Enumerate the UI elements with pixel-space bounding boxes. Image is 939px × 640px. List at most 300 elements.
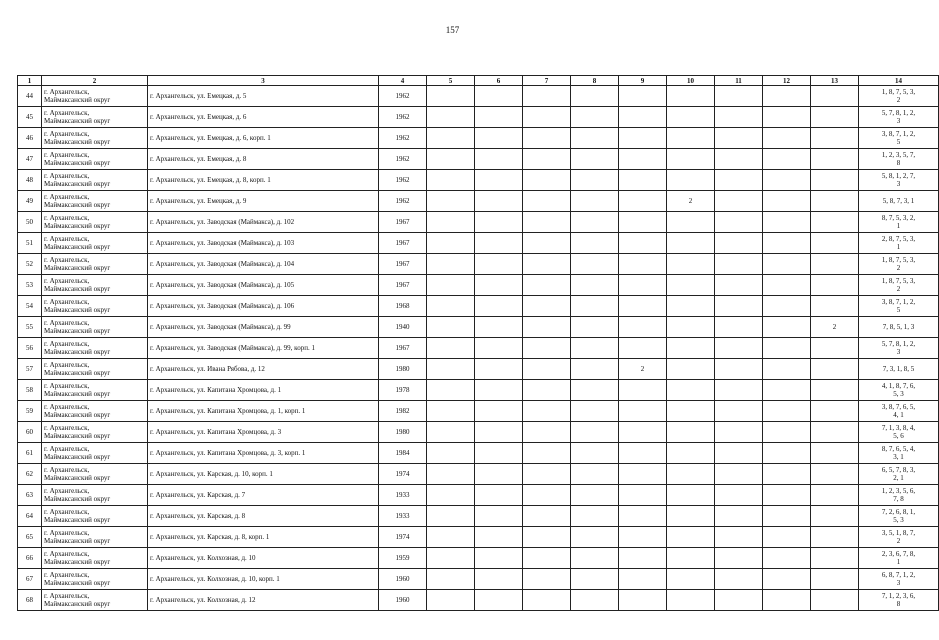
col-11-cell bbox=[715, 527, 763, 548]
year-cell: 1980 bbox=[379, 359, 427, 380]
address-cell: г. Архангельск, ул. Карская, д. 8, корп. 1 bbox=[148, 527, 379, 548]
district-cell bbox=[42, 296, 148, 317]
table-row bbox=[18, 401, 939, 422]
year-cell: 1962 bbox=[379, 191, 427, 212]
col-14-cell bbox=[859, 464, 939, 485]
address-cell: г. Архангельск, ул. Емецкая, д. 6, корп. 1 bbox=[148, 128, 379, 149]
col-9-cell bbox=[619, 86, 667, 107]
year-cell: 1960 bbox=[379, 590, 427, 611]
col-11-cell bbox=[715, 233, 763, 254]
col-9-cell bbox=[619, 170, 667, 191]
row-number: 54 bbox=[18, 296, 42, 317]
page-number: 157 bbox=[445, 25, 460, 35]
col-5-cell bbox=[427, 527, 475, 548]
table-row bbox=[18, 275, 939, 296]
col-14-line: 3, 5, 1, 8, 7, bbox=[881, 529, 916, 537]
table-row bbox=[18, 464, 939, 485]
district-cell bbox=[42, 128, 148, 149]
col-14-line: 2, 3, 6, 7, 8, bbox=[881, 550, 916, 558]
col-5-cell bbox=[427, 212, 475, 233]
col-12-cell bbox=[763, 191, 811, 212]
district-line: Маймаксанский округ bbox=[44, 537, 111, 545]
district-line: г. Архангельск, bbox=[44, 298, 90, 306]
row-number: 53 bbox=[18, 275, 42, 296]
col-6-cell bbox=[475, 317, 523, 338]
col-14-line: 2 bbox=[896, 264, 901, 272]
col-10-cell bbox=[667, 254, 715, 275]
col-6-cell bbox=[475, 170, 523, 191]
col-12-cell bbox=[763, 107, 811, 128]
district-line: Маймаксанский округ bbox=[44, 222, 111, 230]
district-line: г. Архангельск, bbox=[44, 382, 90, 390]
table-row bbox=[18, 548, 939, 569]
col-6-cell bbox=[475, 401, 523, 422]
table-row bbox=[18, 422, 939, 443]
col-9-cell bbox=[619, 569, 667, 590]
district-cell bbox=[42, 380, 148, 401]
col-13-cell bbox=[811, 128, 859, 149]
col-7-cell bbox=[523, 338, 571, 359]
col-10-cell bbox=[667, 107, 715, 128]
col-8-cell bbox=[571, 233, 619, 254]
col-14-line: 2, 1 bbox=[893, 474, 904, 482]
col-5-cell bbox=[427, 338, 475, 359]
column-header-6: 6 bbox=[475, 76, 523, 86]
district-line: Маймаксанский округ bbox=[44, 453, 111, 461]
col-14-line: 2 bbox=[896, 285, 901, 293]
row-number: 56 bbox=[18, 338, 42, 359]
col-7-cell bbox=[523, 485, 571, 506]
col-11-cell bbox=[715, 506, 763, 527]
col-5-cell bbox=[427, 506, 475, 527]
col-11-cell bbox=[715, 275, 763, 296]
col-5-cell bbox=[427, 401, 475, 422]
district-cell bbox=[42, 191, 148, 212]
col-14-cell bbox=[859, 275, 939, 296]
col-9-cell bbox=[619, 149, 667, 170]
row-number: 49 bbox=[18, 191, 42, 212]
col-14-cell bbox=[859, 569, 939, 590]
col-5-cell bbox=[427, 86, 475, 107]
col-14-cell bbox=[859, 149, 939, 170]
district-cell bbox=[42, 275, 148, 296]
col-10-cell bbox=[667, 233, 715, 254]
col-10-cell bbox=[667, 338, 715, 359]
col-14-line: 6, 5, 7, 8, 3, bbox=[881, 466, 916, 474]
col-8-cell bbox=[571, 464, 619, 485]
table-row bbox=[18, 338, 939, 359]
district-line: г. Архангельск, bbox=[44, 235, 90, 243]
col-6-cell bbox=[475, 590, 523, 611]
year-cell: 1962 bbox=[379, 107, 427, 128]
col-6-cell bbox=[475, 485, 523, 506]
col-7-cell bbox=[523, 233, 571, 254]
col-14-cell bbox=[859, 401, 939, 422]
address-cell: г. Архангельск, ул. Емецкая, д. 8, корп. 1 bbox=[148, 170, 379, 191]
col-14-line: 3, 8, 7, 1, 2, bbox=[881, 130, 916, 138]
col-14-line: 7, 8, 5, 1, 3 bbox=[882, 323, 915, 331]
col-14-line: 4, 1 bbox=[893, 411, 904, 419]
col-8-cell bbox=[571, 401, 619, 422]
col-11-cell bbox=[715, 359, 763, 380]
col-7-cell bbox=[523, 569, 571, 590]
row-number: 65 bbox=[18, 527, 42, 548]
col-6-cell bbox=[475, 86, 523, 107]
col-13-cell bbox=[811, 149, 859, 170]
column-header-4: 4 bbox=[379, 76, 427, 86]
col-12-cell bbox=[763, 527, 811, 548]
table-row bbox=[18, 170, 939, 191]
district-cell bbox=[42, 527, 148, 548]
year-cell: 1967 bbox=[379, 338, 427, 359]
district-line: г. Архангельск, bbox=[44, 592, 90, 600]
col-8-cell bbox=[571, 317, 619, 338]
col-10-cell bbox=[667, 443, 715, 464]
col-9-cell bbox=[619, 506, 667, 527]
col-11-cell bbox=[715, 422, 763, 443]
table-row bbox=[18, 107, 939, 128]
col-6-cell bbox=[475, 128, 523, 149]
col-14-cell bbox=[859, 128, 939, 149]
district-line: г. Архангельск, bbox=[44, 361, 90, 369]
col-6-cell bbox=[475, 443, 523, 464]
col-9-cell bbox=[619, 317, 667, 338]
district-cell bbox=[42, 86, 148, 107]
table-row bbox=[18, 380, 939, 401]
col-14-cell bbox=[859, 233, 939, 254]
col-6-cell bbox=[475, 254, 523, 275]
address-cell: г. Архангельск, ул. Капитана Хромцова, д. 1 bbox=[148, 380, 379, 401]
col-8-cell bbox=[571, 296, 619, 317]
col-14-cell bbox=[859, 107, 939, 128]
col-14-line: 1, 8, 7, 5, 3, bbox=[881, 256, 916, 264]
col-9-cell bbox=[619, 590, 667, 611]
table-row bbox=[18, 359, 939, 380]
table-row bbox=[18, 569, 939, 590]
col-6-cell bbox=[475, 422, 523, 443]
col-14-cell bbox=[859, 296, 939, 317]
district-cell bbox=[42, 506, 148, 527]
district-cell bbox=[42, 548, 148, 569]
row-number: 64 bbox=[18, 506, 42, 527]
district-line: г. Архангельск, bbox=[44, 403, 90, 411]
col-8-cell bbox=[571, 485, 619, 506]
col-14-line: 8 bbox=[896, 600, 901, 608]
address-cell: г. Архангельск, ул. Заводская (Маймакса), д. 103 bbox=[148, 233, 379, 254]
col-7-cell bbox=[523, 107, 571, 128]
col-14-line: 1, 2, 3, 5, 7, bbox=[881, 151, 916, 159]
col-9-cell bbox=[619, 191, 667, 212]
col-14-line: 5, 7, 8, 1, 2, bbox=[881, 340, 916, 348]
column-header-12: 12 bbox=[763, 76, 811, 86]
col-14-cell bbox=[859, 254, 939, 275]
col-5-cell bbox=[427, 170, 475, 191]
address-cell: г. Архангельск, ул. Капитана Хромцова, д. 1, корп. 1 bbox=[148, 401, 379, 422]
col-11-cell bbox=[715, 149, 763, 170]
col-5-cell bbox=[427, 149, 475, 170]
table-row bbox=[18, 590, 939, 611]
col-11-cell bbox=[715, 170, 763, 191]
col-14-line: 5, 6 bbox=[893, 432, 904, 440]
row-number: 58 bbox=[18, 380, 42, 401]
district-cell bbox=[42, 233, 148, 254]
district-line: Маймаксанский округ bbox=[44, 516, 111, 524]
col-5-cell bbox=[427, 464, 475, 485]
district-cell bbox=[42, 569, 148, 590]
row-number: 63 bbox=[18, 485, 42, 506]
col-10-cell bbox=[667, 422, 715, 443]
col-8-cell bbox=[571, 107, 619, 128]
col-14-line: 1, 8, 7, 5, 3, bbox=[881, 277, 916, 285]
col-8-cell bbox=[571, 212, 619, 233]
col-10-cell bbox=[667, 464, 715, 485]
col-13-cell bbox=[811, 212, 859, 233]
col-14-line: 5, 3 bbox=[893, 390, 904, 398]
col-10-cell bbox=[667, 128, 715, 149]
col-14-cell bbox=[859, 86, 939, 107]
col-12-cell bbox=[763, 569, 811, 590]
col-11-cell bbox=[715, 254, 763, 275]
address-cell: г. Архангельск, ул. Емецкая, д. 6 bbox=[148, 107, 379, 128]
col-9-cell bbox=[619, 527, 667, 548]
district-line: Маймаксанский округ bbox=[44, 474, 111, 482]
district-line: г. Архангельск, bbox=[44, 130, 90, 138]
col-14-line: 2 bbox=[896, 537, 901, 545]
district-cell bbox=[42, 485, 148, 506]
row-number: 60 bbox=[18, 422, 42, 443]
col-7-cell bbox=[523, 443, 571, 464]
col-14-line: 3 bbox=[896, 180, 901, 188]
table-row bbox=[18, 254, 939, 275]
district-line: Маймаксанский округ bbox=[44, 348, 111, 356]
col-13-cell bbox=[811, 275, 859, 296]
district-cell bbox=[42, 170, 148, 191]
col-14-line: 7, 3, 1, 8, 5 bbox=[882, 365, 915, 373]
col-8-cell bbox=[571, 170, 619, 191]
col-8-cell bbox=[571, 275, 619, 296]
row-number: 55 bbox=[18, 317, 42, 338]
district-line: Маймаксанский округ bbox=[44, 306, 111, 314]
col-14-cell bbox=[859, 506, 939, 527]
col-14-cell bbox=[859, 548, 939, 569]
col-14-line: 5 bbox=[896, 138, 901, 146]
col-13-cell bbox=[811, 86, 859, 107]
col-8-cell bbox=[571, 380, 619, 401]
table-row bbox=[18, 86, 939, 107]
col-13-cell bbox=[811, 422, 859, 443]
col-7-cell bbox=[523, 128, 571, 149]
column-header-7: 7 bbox=[523, 76, 571, 86]
col-14-line: 1 bbox=[896, 222, 901, 230]
year-cell: 1940 bbox=[379, 317, 427, 338]
district-line: г. Архангельск, bbox=[44, 340, 90, 348]
row-number: 51 bbox=[18, 233, 42, 254]
col-10-cell bbox=[667, 296, 715, 317]
district-line: г. Архангельск, bbox=[44, 466, 90, 474]
district-line: г. Архангельск, bbox=[44, 424, 90, 432]
col-6-cell bbox=[475, 275, 523, 296]
col-13-cell bbox=[811, 569, 859, 590]
col-7-cell bbox=[523, 254, 571, 275]
col-14-line: 5 bbox=[896, 306, 901, 314]
year-cell: 1933 bbox=[379, 485, 427, 506]
col-14-line: 7, 8 bbox=[893, 495, 904, 503]
address-cell: г. Архангельск, ул. Капитана Хромцова, д. 3 bbox=[148, 422, 379, 443]
col-7-cell bbox=[523, 422, 571, 443]
address-cell: г. Архангельск, ул. Заводская (Маймакса), д. 104 bbox=[148, 254, 379, 275]
col-8-cell bbox=[571, 506, 619, 527]
col-11-cell bbox=[715, 443, 763, 464]
housing-register-table bbox=[17, 75, 939, 611]
col-14-line: 6, 8, 7, 1, 2, bbox=[881, 571, 916, 579]
col-8-cell bbox=[571, 443, 619, 464]
col-14-cell bbox=[859, 590, 939, 611]
col-13-cell bbox=[811, 296, 859, 317]
col-11-cell bbox=[715, 569, 763, 590]
col-6-cell bbox=[475, 191, 523, 212]
col-9-cell bbox=[619, 128, 667, 149]
col-5-cell bbox=[427, 254, 475, 275]
col-9-cell bbox=[619, 275, 667, 296]
row-number: 57 bbox=[18, 359, 42, 380]
district-line: г. Архангельск, bbox=[44, 172, 90, 180]
col-14-line: 1, 2, 3, 5, 6, bbox=[881, 487, 916, 495]
col-14-cell bbox=[859, 170, 939, 191]
address-cell: г. Архангельск, ул. Емецкая, д. 5 bbox=[148, 86, 379, 107]
col-8-cell bbox=[571, 359, 619, 380]
table-row bbox=[18, 485, 939, 506]
row-number: 50 bbox=[18, 212, 42, 233]
col-11-cell bbox=[715, 317, 763, 338]
col-7-cell bbox=[523, 317, 571, 338]
district-cell bbox=[42, 443, 148, 464]
col-12-cell bbox=[763, 422, 811, 443]
col-6-cell bbox=[475, 149, 523, 170]
col-14-line: 5, 8, 1, 2, 7, bbox=[881, 172, 916, 180]
col-11-cell bbox=[715, 338, 763, 359]
col-12-cell bbox=[763, 548, 811, 569]
col-10-cell: 2 bbox=[667, 191, 715, 212]
col-11-cell bbox=[715, 485, 763, 506]
col-10-cell bbox=[667, 170, 715, 191]
col-6-cell bbox=[475, 233, 523, 254]
district-line: Маймаксанский округ bbox=[44, 264, 111, 272]
col-5-cell bbox=[427, 359, 475, 380]
table-row bbox=[18, 317, 939, 338]
district-cell bbox=[42, 338, 148, 359]
col-8-cell bbox=[571, 569, 619, 590]
district-line: г. Архангельск, bbox=[44, 88, 90, 96]
col-9-cell bbox=[619, 401, 667, 422]
column-header-14: 14 bbox=[859, 76, 939, 86]
district-line: Маймаксанский округ bbox=[44, 390, 111, 398]
district-line: г. Архангельск, bbox=[44, 487, 90, 495]
col-9-cell bbox=[619, 338, 667, 359]
district-line: Маймаксанский округ bbox=[44, 600, 111, 608]
address-cell: г. Архангельск, ул. Карская, д. 8 bbox=[148, 506, 379, 527]
col-9-cell bbox=[619, 548, 667, 569]
district-line: г. Архангельск, bbox=[44, 319, 90, 327]
col-14-cell bbox=[859, 380, 939, 401]
col-13-cell bbox=[811, 401, 859, 422]
col-5-cell bbox=[427, 569, 475, 590]
col-9-cell bbox=[619, 296, 667, 317]
row-number: 52 bbox=[18, 254, 42, 275]
district-line: Маймаксанский округ bbox=[44, 96, 111, 104]
district-line: г. Архангельск, bbox=[44, 550, 90, 558]
col-11-cell bbox=[715, 191, 763, 212]
row-number: 62 bbox=[18, 464, 42, 485]
col-12-cell bbox=[763, 506, 811, 527]
col-12-cell bbox=[763, 233, 811, 254]
year-cell: 1933 bbox=[379, 506, 427, 527]
column-header-3: 3 bbox=[148, 76, 379, 86]
header-row bbox=[18, 76, 939, 86]
col-12-cell bbox=[763, 149, 811, 170]
col-9-cell bbox=[619, 443, 667, 464]
table-row bbox=[18, 212, 939, 233]
col-14-line: 3, 1 bbox=[893, 453, 904, 461]
col-14-line: 5, 7, 8, 1, 2, bbox=[881, 109, 916, 117]
col-12-cell bbox=[763, 401, 811, 422]
col-8-cell bbox=[571, 128, 619, 149]
col-10-cell bbox=[667, 548, 715, 569]
col-14-line: 5, 8, 7, 3, 1 bbox=[882, 197, 915, 205]
district-line: Маймаксанский округ bbox=[44, 369, 111, 377]
district-cell bbox=[42, 149, 148, 170]
col-14-cell bbox=[859, 359, 939, 380]
address-cell: г. Архангельск, ул. Заводская (Маймакса), д. 102 bbox=[148, 212, 379, 233]
col-11-cell bbox=[715, 380, 763, 401]
row-number: 67 bbox=[18, 569, 42, 590]
col-9-cell bbox=[619, 464, 667, 485]
column-header-13: 13 bbox=[811, 76, 859, 86]
table-row bbox=[18, 149, 939, 170]
district-line: Маймаксанский округ bbox=[44, 180, 111, 188]
district-line: г. Архангельск, bbox=[44, 256, 90, 264]
address-cell: г. Архангельск, ул. Ивана Рябова, д. 12 bbox=[148, 359, 379, 380]
address-cell: г. Архангельск, ул. Колхозная, д. 10, корп. 1 bbox=[148, 569, 379, 590]
col-14-cell bbox=[859, 422, 939, 443]
col-14-line: 1 bbox=[896, 558, 901, 566]
col-5-cell bbox=[427, 233, 475, 254]
col-6-cell bbox=[475, 506, 523, 527]
address-cell: г. Архангельск, ул. Заводская (Маймакса), д. 99 bbox=[148, 317, 379, 338]
col-14-line: 7, 2, 6, 8, 1, bbox=[881, 508, 916, 516]
col-10-cell bbox=[667, 590, 715, 611]
col-7-cell bbox=[523, 401, 571, 422]
col-10-cell bbox=[667, 506, 715, 527]
col-12-cell bbox=[763, 485, 811, 506]
col-8-cell bbox=[571, 254, 619, 275]
col-9-cell bbox=[619, 422, 667, 443]
col-13-cell bbox=[811, 233, 859, 254]
col-9-cell bbox=[619, 380, 667, 401]
col-7-cell bbox=[523, 149, 571, 170]
col-11-cell bbox=[715, 86, 763, 107]
year-cell: 1974 bbox=[379, 464, 427, 485]
col-12-cell bbox=[763, 338, 811, 359]
district-line: Маймаксанский округ bbox=[44, 411, 111, 419]
year-cell: 1967 bbox=[379, 254, 427, 275]
col-6-cell bbox=[475, 338, 523, 359]
col-13-cell bbox=[811, 527, 859, 548]
col-7-cell bbox=[523, 506, 571, 527]
district-line: г. Архангельск, bbox=[44, 529, 90, 537]
col-14-line: 1, 8, 7, 5, 3, bbox=[881, 88, 916, 96]
year-cell: 1984 bbox=[379, 443, 427, 464]
col-9-cell bbox=[619, 485, 667, 506]
